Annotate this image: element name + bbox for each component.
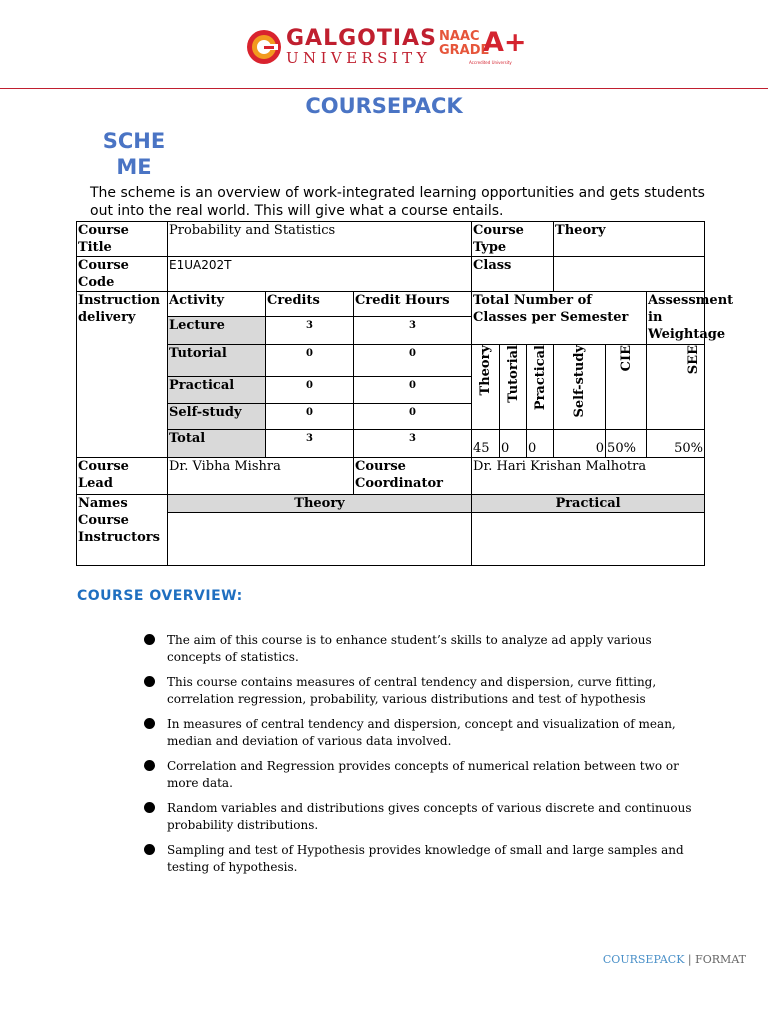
vertical-practical: Practical — [527, 345, 554, 430]
bullet-icon — [144, 718, 155, 729]
course-title-value: Probability and Statistics — [168, 222, 472, 257]
naac-aplus: A+ — [483, 27, 527, 58]
activity-lecture: Lecture — [168, 317, 266, 345]
instructors-label: Names Course Instructors — [77, 495, 168, 566]
scheme-heading — [94, 128, 174, 180]
credits-lecture: 3 — [266, 317, 354, 345]
galgotias-g-icon — [246, 29, 282, 65]
course-overview-heading: COURSE OVERVIEW: — [77, 588, 243, 604]
activity-header: Activity — [168, 292, 266, 317]
instructors-theory-cell — [168, 513, 472, 566]
count-theory: 45 — [472, 430, 500, 458]
vertical-see: SEE — [647, 345, 705, 430]
credits-tutorial: 0 — [266, 345, 354, 377]
scheme-table — [76, 221, 734, 566]
class-value — [554, 257, 705, 292]
vertical-theory: Theory — [472, 345, 500, 430]
course-lead-label: Course Lead — [77, 458, 168, 495]
instructors-theory-header: Theory — [168, 495, 472, 513]
list-item-text: Random variables and distributions gives concepts of various discrete and continuous probability distributions. — [167, 801, 692, 832]
list-item — [140, 800, 700, 834]
naac-grade-label: GRADE — [439, 43, 490, 58]
vertical-self-study: Self-study — [554, 345, 606, 430]
list-item-text: In measures of central tendency and dispersion, concept and visualization of mean, median and deviation of various data involved. — [167, 717, 676, 748]
list-item-text: This course contains measures of central tendency and dispersion, curve fitting, correlation regression, probability, various distributions and test of hypothesis — [167, 675, 657, 706]
logo-name: GALGOTIAS — [286, 26, 437, 51]
instructors-practical-cell — [472, 513, 705, 566]
bullet-icon — [144, 634, 155, 645]
vertical-tutorial: Tutorial — [500, 345, 527, 430]
assessment-header: Assessment in Weightage — [647, 292, 705, 345]
activity-total: Total — [168, 430, 266, 458]
credits-total: 3 — [266, 430, 354, 458]
list-item-text: Sampling and test of Hypothesis provides knowledge of small and large samples and testing of hypothesis. — [167, 843, 684, 874]
hours-lecture: 3 — [354, 317, 472, 345]
naac-accredited: Accredited University — [469, 60, 512, 65]
course-coordinator-value: Dr. Hari Krishan Malhotra — [472, 458, 705, 495]
count-practical: 0 — [527, 430, 554, 458]
course-type-value: Theory — [554, 222, 705, 257]
list-item-text: The aim of this course is to enhance student’s skills to analyze ad apply various concepts of statistics. — [167, 633, 652, 664]
count-self-study: 0 — [554, 430, 606, 458]
bullet-icon — [144, 760, 155, 771]
course-code-value: E1UA202T — [168, 257, 472, 292]
course-code-label: Course Code — [77, 257, 168, 292]
class-label: Class — [472, 257, 554, 292]
hours-self-study: 0 — [354, 404, 472, 430]
bullet-icon — [144, 802, 155, 813]
header-divider — [0, 88, 768, 89]
instructors-practical-header: Practical — [472, 495, 705, 513]
list-item — [140, 716, 700, 750]
course-overview-list — [140, 632, 700, 884]
course-coordinator-label: Course Coordinator — [354, 458, 472, 495]
credits-practical: 0 — [266, 377, 354, 404]
bullet-icon — [144, 676, 155, 687]
naac-label: NAAC — [439, 29, 480, 44]
vertical-cie: CIE — [606, 345, 647, 430]
list-item — [140, 632, 700, 666]
university-logo — [246, 28, 526, 68]
bullet-icon — [144, 844, 155, 855]
count-tutorial: 0 — [500, 430, 527, 458]
list-item — [140, 674, 700, 708]
footer-format: FORMAT — [695, 953, 746, 966]
credits-header: Credits — [266, 292, 354, 317]
footer-accent: COURSEPACK — [602, 953, 685, 966]
list-item — [140, 842, 700, 876]
course-title-label: Course Title — [77, 222, 168, 257]
course-type-label: Course Type — [472, 222, 554, 257]
scheme-heading-line2: ME — [116, 155, 152, 179]
hours-total: 3 — [354, 430, 472, 458]
page-footer — [603, 953, 746, 966]
page-title: COURSEPACK — [305, 94, 463, 118]
count-cie: 50% — [606, 430, 647, 458]
total-classes-header: Total Number of Classes per Semester — [472, 292, 647, 345]
credits-self-study: 0 — [266, 404, 354, 430]
list-item — [140, 758, 700, 792]
scheme-description: The scheme is an overview of work-integrated learning opportunities and gets students out into the real world. This will give what a course entails. — [90, 185, 705, 219]
hours-tutorial: 0 — [354, 345, 472, 377]
logo-subtitle: UNIVERSITY — [286, 49, 431, 67]
naac-badge — [439, 27, 529, 70]
list-item-text: Correlation and Regression provides concepts of numerical relation between two or more data. — [167, 759, 679, 790]
activity-self-study: Self-study — [168, 404, 266, 430]
credit-hours-header: Credit Hours — [354, 292, 472, 317]
course-lead-value: Dr. Vibha Mishra — [168, 458, 354, 495]
hours-practical: 0 — [354, 377, 472, 404]
footer-separator: | — [684, 953, 696, 966]
activity-tutorial: Tutorial — [168, 345, 266, 377]
activity-practical: Practical — [168, 377, 266, 404]
count-see: 50% — [647, 430, 705, 458]
instruction-delivery-label: Instruction delivery — [77, 292, 168, 458]
scheme-heading-line1: SCHE — [102, 129, 166, 153]
